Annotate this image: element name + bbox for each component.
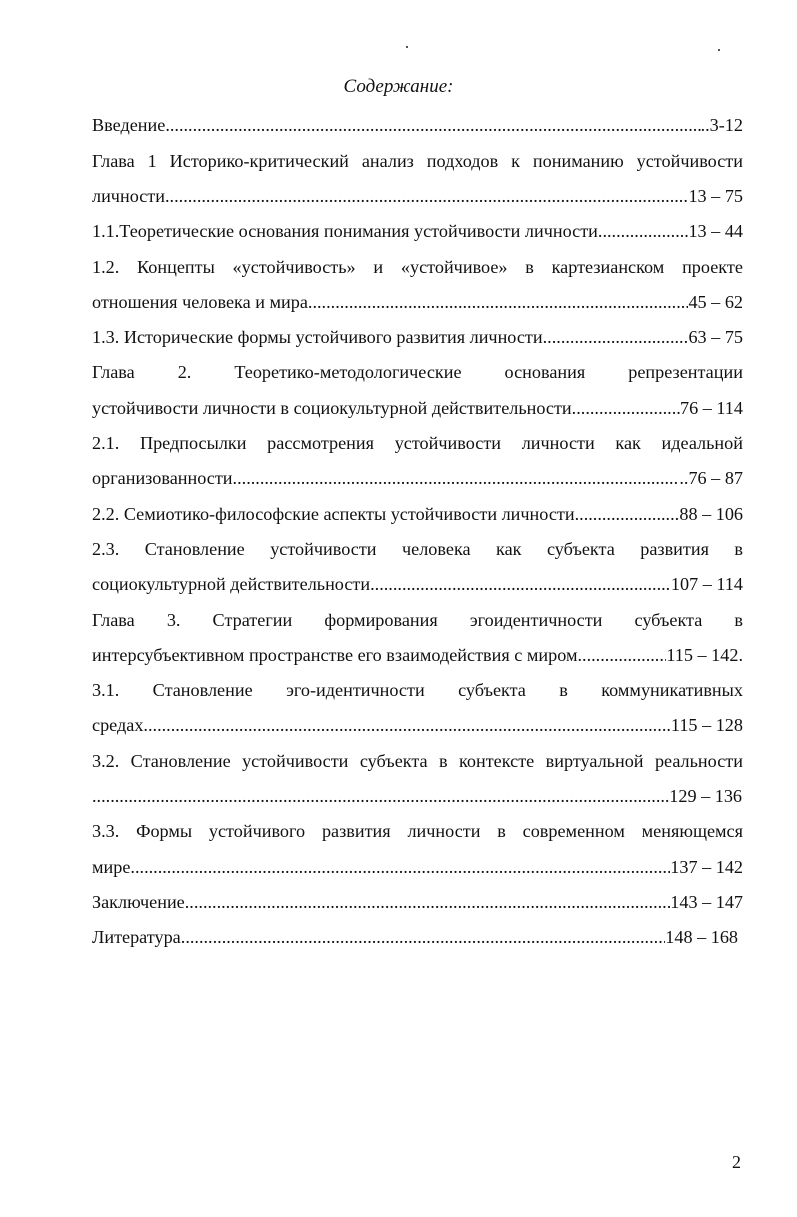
toc-word: эго-идентичности bbox=[286, 680, 425, 700]
toc-entry bbox=[92, 285, 743, 320]
toc-word: субъекта bbox=[359, 751, 428, 771]
toc-word: пониманию bbox=[532, 151, 624, 171]
toc-entry bbox=[92, 391, 743, 426]
toc-page-range: ..3-12 bbox=[700, 115, 743, 135]
toc-entry-text: средах bbox=[92, 715, 144, 735]
toc-word: Становление bbox=[144, 539, 245, 559]
toc-word: и bbox=[373, 257, 384, 277]
toc-word: 3.1. bbox=[92, 680, 120, 700]
toc-entry bbox=[92, 638, 743, 673]
toc-leader-dots bbox=[308, 285, 689, 320]
toc-word: Глава bbox=[92, 362, 135, 382]
toc-word: рассмотрения bbox=[267, 433, 375, 453]
toc-word: проекте bbox=[682, 257, 743, 277]
toc-word: 3. bbox=[166, 610, 181, 630]
toc-page-range: 107 – 114 bbox=[670, 574, 743, 594]
toc-word: в bbox=[497, 821, 506, 841]
toc-entry bbox=[92, 497, 743, 532]
toc-word: Концепты bbox=[137, 257, 215, 277]
toc-page-range: 63 – 75 bbox=[688, 327, 743, 347]
toc-word: субъекта bbox=[458, 680, 526, 700]
toc-leader-dots bbox=[165, 108, 700, 143]
toc-leader-dots bbox=[543, 320, 689, 355]
toc-entry bbox=[92, 850, 743, 885]
toc-entry bbox=[92, 779, 742, 814]
toc-page-range: ..76 – 87 bbox=[679, 468, 743, 488]
toc-word: подходов bbox=[426, 151, 499, 171]
toc-entry-text: интерсубъективном пространстве его взаимодействия с миром bbox=[92, 645, 578, 665]
toc-word: субъекта bbox=[634, 610, 703, 630]
toc-entry bbox=[92, 920, 738, 955]
toc-entry-text: Введение bbox=[92, 115, 166, 135]
toc-page-range: 13 – 44 bbox=[688, 221, 743, 241]
page-title: Содержание: bbox=[343, 76, 454, 97]
toc-word: 1.2. bbox=[92, 257, 120, 277]
toc-entry-text: отношения человека и мира bbox=[92, 292, 308, 312]
toc-page-range: 88 – 106 bbox=[679, 504, 743, 524]
toc-word: устойчивого bbox=[208, 821, 306, 841]
scan-speck bbox=[406, 46, 408, 48]
scan-speck bbox=[718, 49, 720, 51]
toc-word: в bbox=[734, 539, 743, 559]
toc-word: Становление bbox=[130, 751, 231, 771]
toc-entry bbox=[92, 567, 743, 602]
toc-word: устойчивости bbox=[270, 539, 377, 559]
toc-word: в bbox=[559, 680, 568, 700]
toc-word: 2.3. bbox=[92, 539, 120, 559]
toc-entry-text: 1.1.Теоретические основания понимания устойчивости личности bbox=[92, 221, 598, 241]
toc-entry bbox=[92, 214, 743, 249]
toc-word: устойчивости bbox=[394, 433, 502, 453]
toc-entry-text: личности bbox=[92, 186, 165, 206]
toc-word: Предпосылки bbox=[139, 433, 247, 453]
page-number: 2 bbox=[732, 1152, 741, 1172]
toc-leader-dots bbox=[92, 779, 669, 814]
toc-word: личности bbox=[407, 821, 481, 841]
toc-word: «устойчивое» bbox=[400, 257, 508, 277]
toc-page-range: 129 – 136 bbox=[669, 786, 742, 806]
toc-word: формирования bbox=[324, 610, 438, 630]
toc-word: как bbox=[496, 539, 522, 559]
toc-word: развития bbox=[640, 539, 709, 559]
toc-page-range: 148 – 168 bbox=[665, 927, 738, 947]
toc-word: картезианском bbox=[551, 257, 665, 277]
toc-heading-line bbox=[92, 426, 743, 461]
toc-leader-dots bbox=[598, 214, 689, 249]
toc-page-range: 115 – 142. bbox=[666, 645, 743, 665]
toc-leader-dots bbox=[577, 638, 666, 673]
toc-word: современном bbox=[522, 821, 625, 841]
toc-word: субъекта bbox=[546, 539, 615, 559]
toc-word: эгоидентичности bbox=[469, 610, 603, 630]
toc-word: устойчивости bbox=[636, 151, 743, 171]
toc-leader-dots bbox=[165, 179, 688, 214]
toc-page-range: 13 – 75 bbox=[688, 186, 743, 206]
toc-word: коммуникативных bbox=[601, 680, 743, 700]
toc-word: человека bbox=[402, 539, 471, 559]
toc-page-range: 143 – 147 bbox=[670, 892, 743, 912]
toc-entry-text: 1.3. Исторические формы устойчивого развития личности bbox=[92, 327, 543, 347]
toc-entry bbox=[92, 885, 743, 920]
toc-entry bbox=[92, 108, 743, 143]
toc-word: реальности bbox=[654, 751, 743, 771]
toc-word: контексте bbox=[459, 751, 535, 771]
toc-entry-text: 2.2. Семиотико-философские аспекты устойчивости личности bbox=[92, 504, 575, 524]
toc-page-range: ..115 – 128 bbox=[661, 715, 743, 735]
toc-leader-dots bbox=[572, 391, 680, 426]
toc-word: репрезентации bbox=[628, 362, 743, 382]
toc-word: личности bbox=[521, 433, 595, 453]
toc-heading-line bbox=[92, 144, 743, 179]
toc-entry-text: организованности bbox=[92, 468, 233, 488]
toc-leader-dots bbox=[130, 850, 670, 885]
toc-entry bbox=[92, 461, 743, 496]
toc-word: Становление bbox=[152, 680, 253, 700]
toc-entry bbox=[92, 708, 743, 743]
toc-word: в bbox=[439, 751, 448, 771]
toc-heading-line bbox=[92, 744, 743, 779]
toc-leader-dots bbox=[143, 708, 661, 743]
toc-word: Историко-критический bbox=[169, 151, 349, 171]
toc-leader-dots bbox=[185, 885, 671, 920]
toc-word: идеальной bbox=[661, 433, 743, 453]
toc-word: как bbox=[615, 433, 641, 453]
toc-heading-line bbox=[92, 603, 743, 638]
toc-page-range: 137 – 142 bbox=[670, 857, 743, 877]
toc-entry-text: мире bbox=[92, 857, 131, 877]
toc-word: 2. bbox=[177, 362, 192, 382]
toc-word: Формы bbox=[136, 821, 193, 841]
toc-word: виртуальной bbox=[545, 751, 644, 771]
toc-word: Стратегии bbox=[212, 610, 293, 630]
toc-leader-dots bbox=[181, 920, 665, 955]
toc-leader-dots bbox=[370, 567, 671, 602]
toc-entry-text: Заключение bbox=[92, 892, 185, 912]
toc-word: 2.1. bbox=[92, 433, 120, 453]
toc-entry-text: Литература bbox=[92, 927, 181, 947]
toc-heading-line bbox=[92, 532, 743, 567]
toc-word: устойчивости bbox=[242, 751, 349, 771]
toc-heading-line bbox=[92, 355, 743, 390]
toc-word: 3.3. bbox=[92, 821, 120, 841]
toc-heading-line bbox=[92, 673, 743, 708]
toc-word: развития bbox=[321, 821, 391, 841]
toc-entry-text: социокультурной действительности bbox=[92, 574, 371, 594]
toc-entry-text: устойчивости личности в социокультурной действительности bbox=[92, 398, 572, 418]
toc-page-range: 45 – 62 bbox=[688, 292, 743, 312]
toc-page-range: 76 – 114 bbox=[680, 398, 743, 418]
toc-word: к bbox=[511, 151, 520, 171]
toc-leader-dots bbox=[575, 497, 680, 532]
toc-word: «устойчивость» bbox=[232, 257, 356, 277]
toc-word: Глава bbox=[92, 151, 135, 171]
toc-word: основания bbox=[504, 362, 586, 382]
toc-heading-line bbox=[92, 814, 743, 849]
toc-word: анализ bbox=[361, 151, 414, 171]
toc-word: меняющемся bbox=[641, 821, 743, 841]
toc-word: в bbox=[525, 257, 534, 277]
toc-leader-dots bbox=[233, 461, 680, 496]
toc-word: Теоретико-методологические bbox=[234, 362, 462, 382]
toc-word: Глава bbox=[92, 610, 135, 630]
toc-word: в bbox=[734, 610, 743, 630]
toc-entry bbox=[92, 320, 743, 355]
toc-word: 1 bbox=[147, 151, 157, 171]
toc-heading-line bbox=[92, 250, 743, 285]
toc-entry bbox=[92, 179, 743, 214]
toc-word: 3.2. bbox=[92, 751, 120, 771]
